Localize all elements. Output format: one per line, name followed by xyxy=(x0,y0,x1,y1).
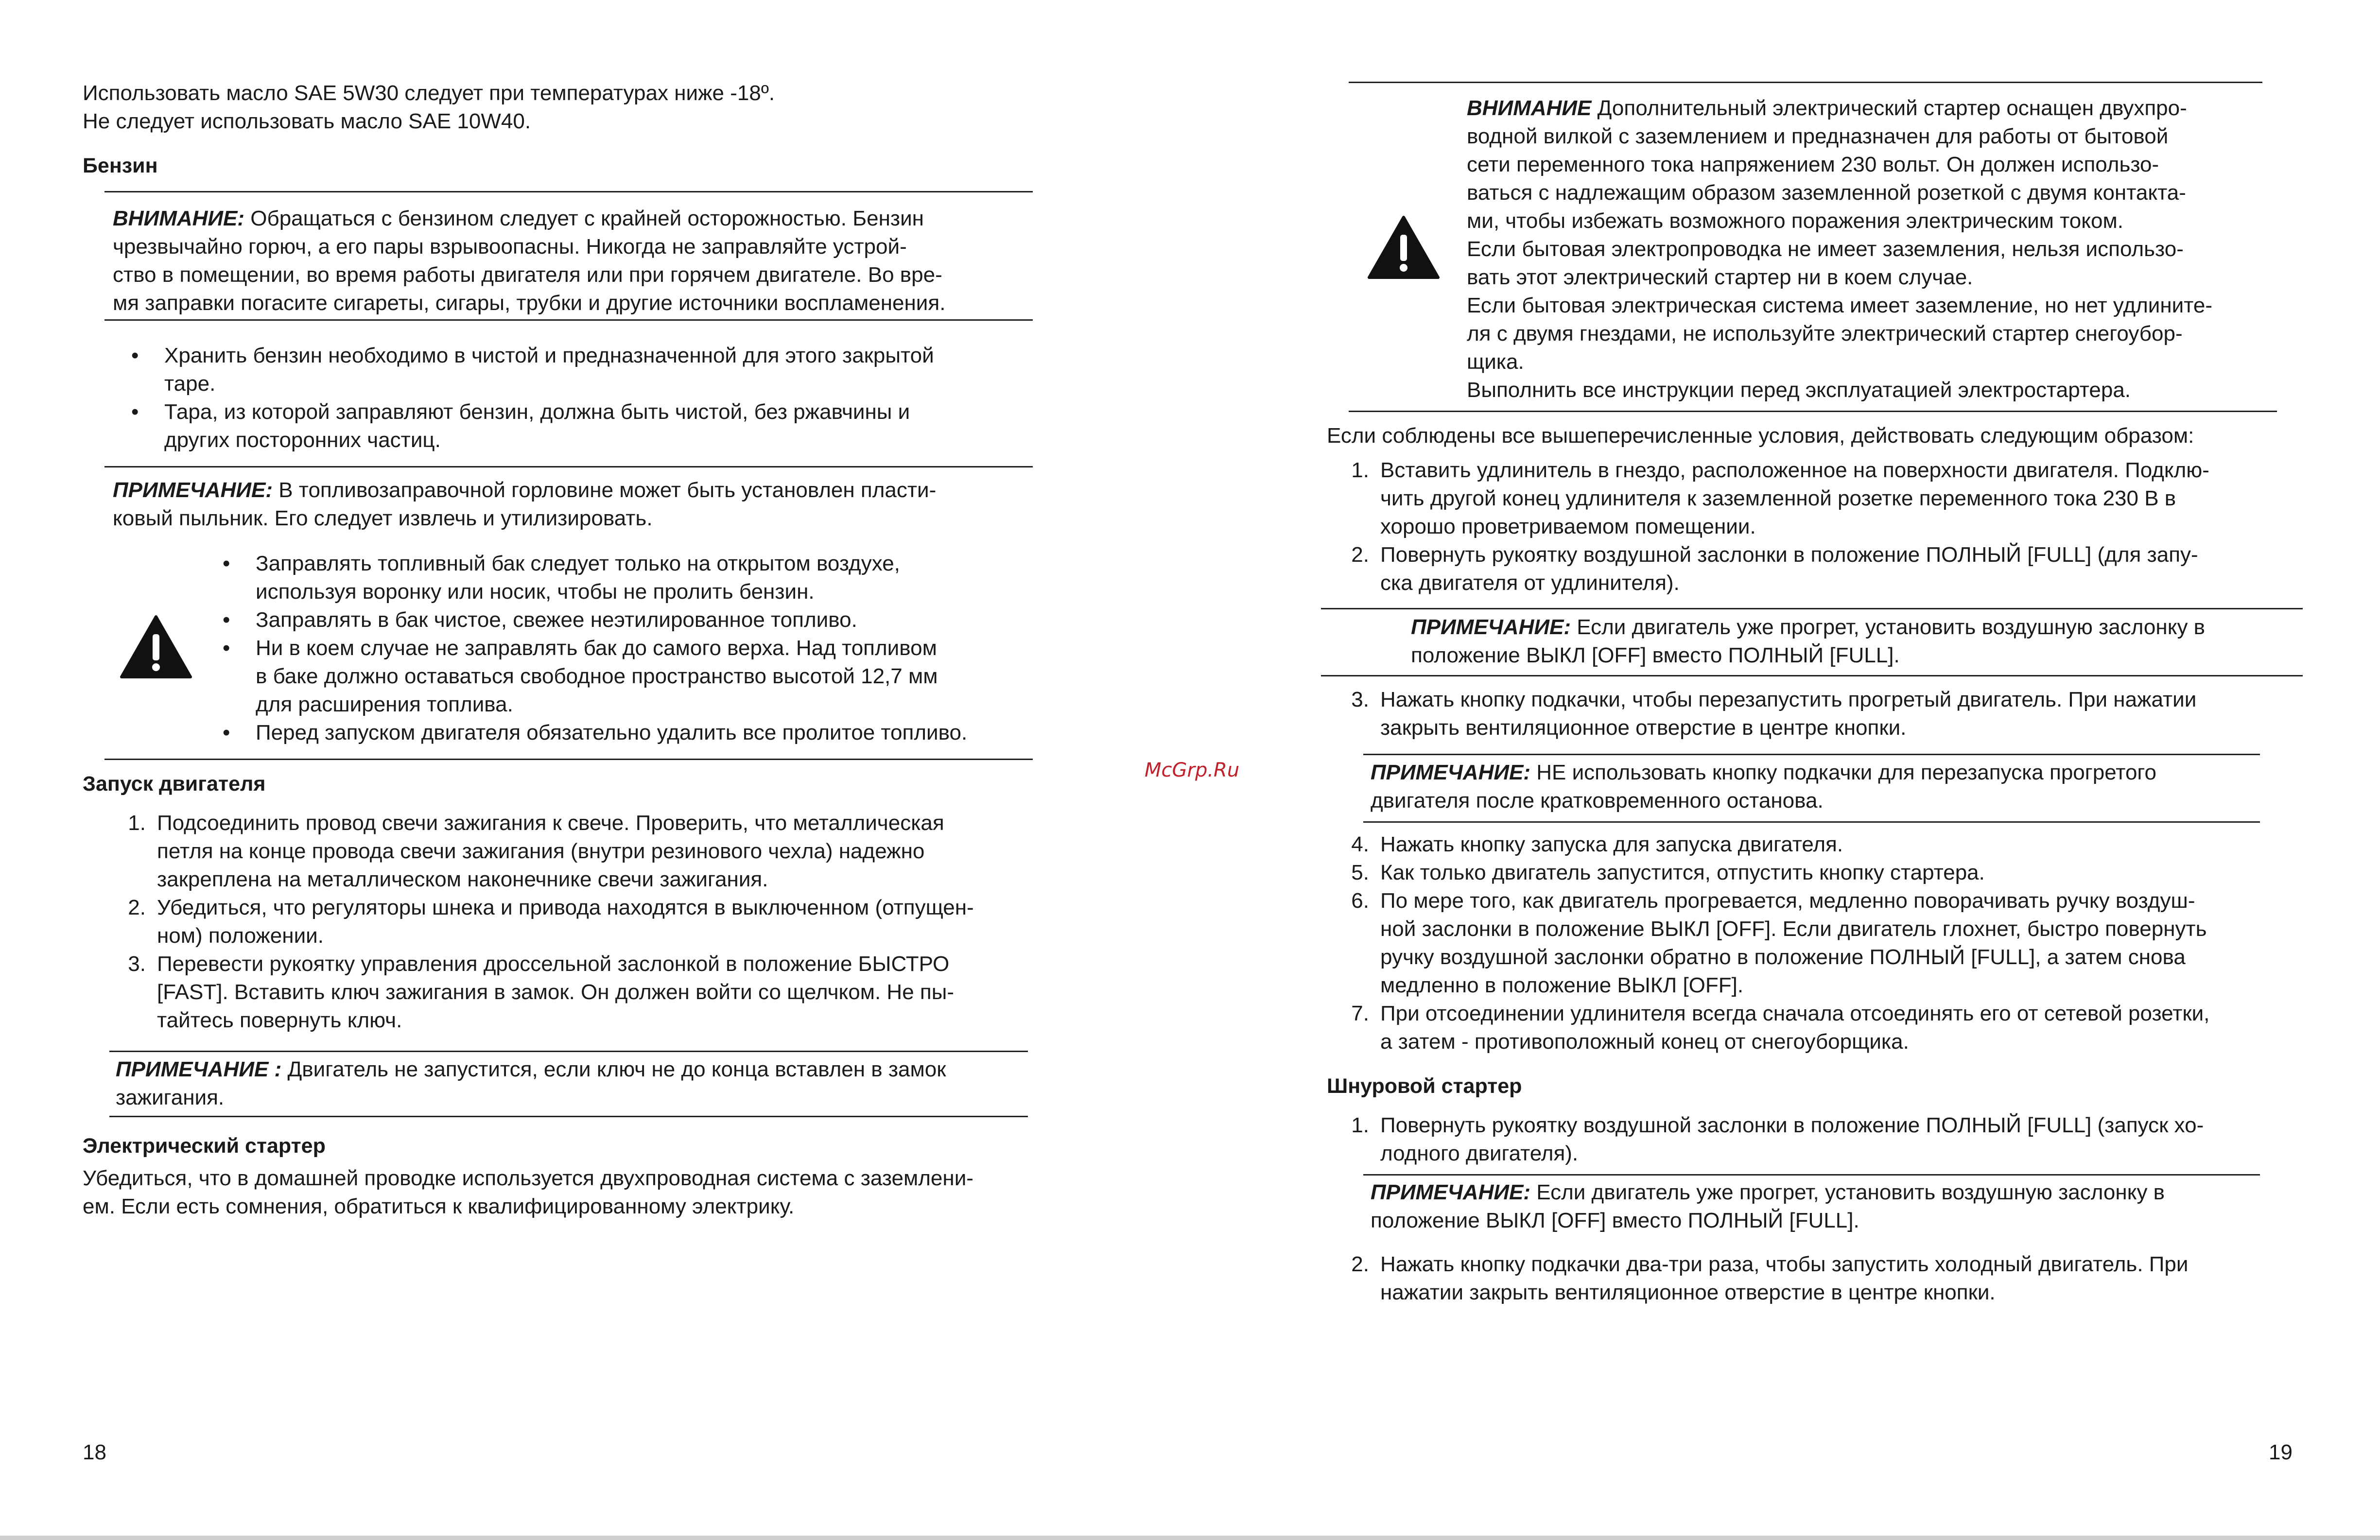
recoil-step-2 xyxy=(1325,1250,2302,1307)
gasoline-heading: Бензин xyxy=(83,154,158,177)
step-number: 2. xyxy=(1351,1252,1369,1276)
note-label: ПРИМЕЧАНИЕ: xyxy=(1411,615,1571,639)
step-number: 4. xyxy=(1351,832,1369,856)
step-number: 3. xyxy=(1351,688,1369,711)
list-item: 4. Нажать кнопку запуска для запуска двигателя. xyxy=(1325,831,2302,859)
primer-note: ПРИМЕЧАНИЕ: НЕ использовать кнопку подкачки для перезапуска прогретого двигателя после кратковременного останова. xyxy=(1371,761,2156,813)
gasoline-warning: ВНИМАНИЕ: Обращаться с бензином следует с крайней осторожностью. Бензин чрезвычайно горюч, а его пары взрывоопасны. Никогда не заправляйте устрой- ство в помещении, во время работы двигателя или при горячем двигателе. Во вре- мя заправки погасите сигареты, сигары, трубки и другие источники воспламенения. xyxy=(113,207,946,315)
list-item: • Перед запуском двигателя обязательно удалить все пролитое топливо. xyxy=(204,719,1050,747)
step-number: 1. xyxy=(128,811,146,835)
list-item: 6. По мере того, как двигатель прогревается, медленно поворачивать ручку воздуш- ной заслонки в положение ВЫКЛ [OFF]. Если двигатель глохнет, быстро повернуть ручку воздушной заслонки обратно в положение ПОЛНЫЙ [FULL], а затем снова медленно в положение ВЫКЛ [OFF]. xyxy=(1325,887,2302,1000)
divider xyxy=(104,759,1033,760)
page-number-left: 18 xyxy=(83,1440,106,1464)
step-number: 2. xyxy=(1351,543,1369,567)
divider xyxy=(1321,675,2303,676)
list-item: 7. При отсоединении удлинителя всегда сначала отсоединять его от сетевой розетки, а затем - противоположный конец от снегоуборщика. xyxy=(1325,1000,2302,1056)
recoil-starter-heading: Шнуровой стартер xyxy=(1327,1074,1522,1098)
warm-engine-note: ПРИМЕЧАНИЕ: Если двигатель уже прогрет, установить воздушную заслонку в положение ВЫКЛ [OFF] вместо ПОЛНЫЙ [FULL]. xyxy=(1411,615,2206,667)
electric-steps-4-7 xyxy=(1325,831,2302,1056)
key-note: ПРИМЕЧАНИЕ : Двигатель не запустится, если ключ не до конца вставлен в замок зажигания. xyxy=(116,1057,946,1109)
list-item: 2. Повернуть рукоятку воздушной заслонки в положение ПОЛНЫЙ [FULL] (для запу- ска двигателя от удлинителя). xyxy=(1325,541,2302,597)
divider xyxy=(1349,82,2262,83)
note-label: ПРИМЕЧАНИЕ: xyxy=(113,478,273,502)
note-label: ВНИМАНИЕ xyxy=(1467,96,1592,120)
divider xyxy=(1363,754,2260,755)
start-steps xyxy=(102,809,1069,1035)
divider xyxy=(1363,821,2260,823)
start-heading: Запуск двигателя xyxy=(83,772,266,796)
warning-triangle-icon xyxy=(1367,215,1440,279)
list-item: • Заправлять топливный бак следует только на открытом воздухе, используя воронку или носик, чтобы не пролить бензин. xyxy=(204,550,1050,606)
warm-engine-note-2: ПРИМЕЧАНИЕ: Если двигатель уже прогрет, установить воздушную заслонку в положение ВЫКЛ [OFF] вместо ПОЛНЫЙ [FULL]. xyxy=(1371,1180,2165,1232)
divider xyxy=(104,191,1033,192)
step-number: 3. xyxy=(128,952,146,976)
list-item: 1. Повернуть рукоятку воздушной заслонки в положение ПОЛНЫЙ [FULL] (запуск хо- лодного двигателя). xyxy=(1325,1111,2302,1168)
divider xyxy=(109,1116,1028,1117)
page-edge xyxy=(0,1536,2380,1540)
list-item: 2. Нажать кнопку подкачки два-три раза, чтобы запустить холодный двигатель. При нажатии закрыть вентиляционное отверстие в центре кнопки. xyxy=(1325,1250,2302,1307)
step-number: 6. xyxy=(1351,889,1369,913)
divider xyxy=(104,319,1033,321)
page-number-right: 19 xyxy=(2269,1440,2293,1464)
recoil-step-1 xyxy=(1325,1111,2302,1168)
step-number: 5. xyxy=(1351,861,1369,884)
intro-text: Использовать масло SAE 5W30 следует при температурах ниже -18º. Не следует использовать масло SAE 10W40. xyxy=(83,81,775,133)
refuel-bullets xyxy=(204,550,1050,747)
step-number: 1. xyxy=(1351,1113,1369,1137)
divider xyxy=(109,1051,1028,1052)
list-item: 3. Нажать кнопку подкачки, чтобы перезапустить прогретый двигатель. При нажатии закрыть вентиляционное отверстие в центре кнопки. xyxy=(1325,686,2302,742)
electric-starter-warning: ВНИМАНИЕ Дополнительный электрический стартер оснащен двухпро- водной вилкой с заземлением и предназначен для работы от бытовой сети переменного тока напряжением 230 вольт. Он должен использо- ваться с надлежащим образом заземленной розеткой с двумя контакта- ми, чтобы избежать возможного поражения электрическим током. Если бытовая электропроводка не имеет заземления, нельзя использо- вать этот электрический стартер ни в коем случае. Если бытовая электрическая система имеет заземление, но нет удлините- ля с двумя гнездами, не используйте электрический стартер снегоубор- щика. Выполнить все инструкции перед эксплуатацией электростартера. xyxy=(1467,96,2213,402)
electric-starter-text: Убедиться, что в домашней проводке используется двухпроводная система с заземлени- ем. Если есть сомнения, обратиться к квалифицированному электрику. xyxy=(83,1166,973,1218)
filler-note: ПРИМЕЧАНИЕ: В топливозаправочной горловине может быть установлен пласти- ковый пыльник. Его следует извлечь и утилизировать. xyxy=(113,478,937,530)
electric-step-3 xyxy=(1325,686,2302,742)
watermark: McGrp.Ru xyxy=(1145,759,1240,781)
note-label: ПРИМЕЧАНИЕ: xyxy=(1371,1180,1530,1204)
step-number: 2. xyxy=(128,896,146,919)
divider xyxy=(104,466,1033,467)
note-label: ВНИМАНИЕ: xyxy=(113,207,245,230)
step-number: 1. xyxy=(1351,458,1369,482)
storage-bullets xyxy=(113,342,1036,454)
list-item: 1. Подсоединить провод свечи зажигания к свече. Проверить, что металлическая петля на конце провода свечи зажигания (внутри резинового чехла) надежно закреплена на металлическом наконечнике свечи зажигания. xyxy=(102,809,1069,894)
electric-steps-1-2 xyxy=(1325,456,2302,597)
warning-triangle-icon xyxy=(120,615,192,679)
list-item: • Заправлять в бак чистое, свежее неэтилированное топливо. xyxy=(204,606,1050,634)
note-label: ПРИМЕЧАНИЕ : xyxy=(116,1057,282,1081)
list-item: 2. Убедиться, что регуляторы шнека и привода находятся в выключенном (отпущен- ном) положении. xyxy=(102,894,1069,950)
divider xyxy=(1363,1174,2260,1176)
list-item: 5. Как только двигатель запустится, отпустить кнопку стартера. xyxy=(1325,859,2302,887)
list-item: 1. Вставить удлинитель в гнездо, расположенное на поверхности двигателя. Подклю- чить другой конец удлинителя к заземленной розетке переменного тока 230 В в хорошо проветриваемом помещении. xyxy=(1325,456,2302,541)
list-item: 3. Перевести рукоятку управления дроссельной заслонкой в положение БЫСТРО [FAST]. Вставить ключ зажигания в замок. Он должен войти со щелчком. Не пы- тайтесь повернуть ключ. xyxy=(102,950,1069,1035)
divider xyxy=(1321,608,2303,609)
electric-starter-heading: Электрический стартер xyxy=(83,1134,326,1158)
conditions-line: Если соблюдены все вышеперечисленные условия, действовать следующим образом: xyxy=(1327,424,2194,448)
note-label: ПРИМЕЧАНИЕ: xyxy=(1371,761,1530,784)
list-item: • Тара, из которой заправляют бензин, должна быть чистой, без ржавчины и других посторонних частиц. xyxy=(113,398,1036,454)
list-item: • Ни в коем случае не заправлять бак до самого верха. Над топливом в баке должно оставаться свободное пространство высотой 12,7 мм для расширения топлива. xyxy=(204,634,1050,719)
step-number: 7. xyxy=(1351,1002,1369,1025)
divider xyxy=(1349,411,2277,412)
list-item: • Хранить бензин необходимо в чистой и предназначенной для этого закрытой таре. xyxy=(113,342,1036,398)
